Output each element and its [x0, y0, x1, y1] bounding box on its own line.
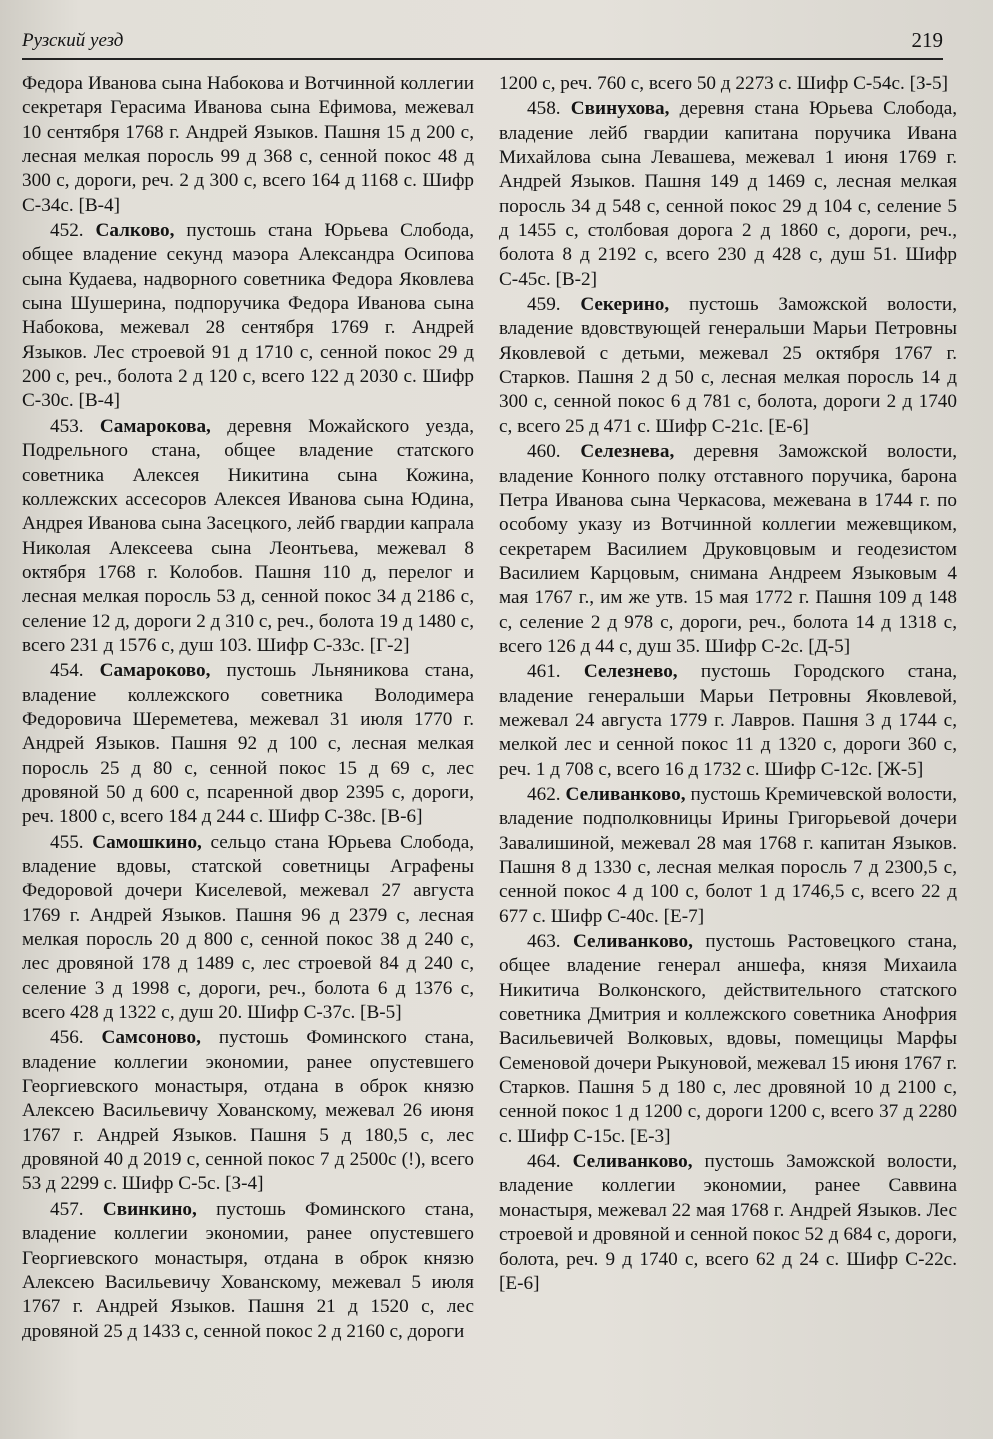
gazetteer-entry: [22, 1198, 474, 1344]
gazetteer-entry: [22, 659, 474, 829]
place-name: Секерино,: [580, 294, 670, 316]
page-number: 219: [911, 28, 943, 52]
entry-text: пустошь Заможской волости, владение коллегии экономии, ранее Саввина монастыря, межевал 22 мая 1768 г. Андрей Языков. Лес строевой и дровяной и сенной покос 52 д 684 с, дороги, болота, реч. 9 д 1740 с, всего 62 д 24 с. Шифр С-22с. [Е-6]: [499, 1151, 958, 1294]
place-name: Селиванково,: [572, 1151, 693, 1173]
entry-text: пустошь Фоминского стана, владение коллегии экономии, ранее опустевшего Георгиевского монастыря, отдана в оброк князю Алексею Васильевичу Хованскому, межевал 5 июля 1767 г. Андрей Языков. Пашня 21 д 1520 с, лес дровяной 25 д 1433 с, сенной покос 2 д 2160 с, дороги: [22, 1198, 475, 1342]
entry-number: 464.: [527, 1151, 561, 1173]
entry-continuation: [499, 72, 957, 96]
entry-text: пустошь Фоминского стана, владение коллегии экономии, ранее опустевшего Георгиевского монастыря, отдана в оброк князю Алексею Васильевичу Хованскому, межевал 26 июня 1767 г. Андрей Языков. Пашня 5 д 180,5 с, лес дровяной 40 д 2019 с, сенной покос 7 д 2500с (!), всего 53 д 2299 с. Шифр С-5с. [З-4]: [22, 1027, 475, 1195]
entry-continuation: [22, 72, 474, 218]
entry-number: 460.: [527, 441, 561, 463]
gazetteer-entry: [499, 293, 957, 439]
entry-text: сельцо стана Юрьева Слобода, владение вдовы, статской советницы Аграфены Федоровой дочери Киселевой, межевал 27 августа 1769 г. Андрей Языков. Пашня 96 д 2379 с, лесная мелкая поросль 20 д 800 с, сенной покос 38 д 240 с, лес дровяной 178 д 1489 с, лес строевой 84 д 240 с, селение 3 д 1998 с, дороги, реч., болота 6 д 1376 с, всего 428 д 1322 с, душ 20. Шифр С-37с. [В-5]: [22, 831, 475, 1024]
running-head: [22, 26, 943, 60]
place-name: Салково,: [95, 220, 175, 242]
place-name: Селезнева,: [580, 441, 675, 463]
entry-text: деревня стана Юрьева Слобода, владение лейб гвардии капитана поручика Ивана Михайлова сына Левашева, межевал 1 июня 1769 г. Андрей Языков. Пашня 149 д 1469 с, лесная мелкая поросль 34 д 548 с, сенной покос 29 д 104 с, селение 5 д 1455 с, столбовая дорога 2 д 1860 с, дороги, реч., болота 8 д 2192 с, всего 230 д 428 с, душ 51. Шифр С-45с. [В-2]: [499, 98, 958, 290]
gazetteer-entry: [22, 831, 474, 1026]
entry-number: 458.: [527, 98, 561, 120]
entry-number: 456.: [50, 1027, 84, 1049]
gazetteer-entry: [499, 783, 957, 929]
place-name: Свинухова,: [570, 98, 670, 120]
entry-number: 459.: [527, 294, 561, 316]
entry-text: пустошь Кремичевской волости, владение подполковницы Ирины Григорьевой дочери Завалишиной, межевал 28 мая 1768 г. капитан Языков. Пашня 8 д 1330 с, лесная мелкая поросль 7 д 2300,5 с, сенной покос 4 д 100 с, болот 1 д 1746,5 с, всего 22 д 677 с. Шифр С-40с. [Е-7]: [499, 783, 958, 927]
place-name: Самошкино,: [92, 831, 202, 853]
place-name: Самсоново,: [101, 1027, 201, 1049]
text-columns: [22, 72, 957, 1345]
place-name: Самарокова,: [99, 415, 211, 437]
entry-number: 453.: [50, 415, 84, 437]
left-column: [22, 72, 474, 1345]
entry-text: пустошь стана Юрьева Слобода, общее владение секунд маэора Александра Осипова сына Кудаева, надворного советника Федора Яковлева сына Шушерина, подпоручика Федора Иванова сына Набокова, межевал 28 сентября 1769 г. Андрей Языков. Лес строевой 91 д 1710 с, сенной покос 29 д 200 с, реч., болота 2 д 120 с, всего 122 д 2030 с. Шифр С-30с. [В-4]: [22, 220, 475, 412]
place-name: Селиванково,: [572, 931, 693, 953]
place-name: Селиванково,: [565, 783, 686, 805]
entry-number: 452.: [50, 220, 84, 242]
entry-number: 461.: [527, 661, 561, 683]
place-name: Самароково,: [99, 660, 211, 682]
entry-text: Федора Ивановa сына Набокова и Вотчинной коллегии секретаря Герасима Иванова сына Ефимова, межевал 10 сентября 1768 г. Андрей Языков. Пашня 15 д 200 с, лесная мелкая поросль 99 д 368 с, сенной покос 48 д 300 с, дороги, реч. 2 д 300 с, всего 164 д 1168 с. Шифр С-34с. [В-4]: [22, 73, 474, 216]
section-title: Рузский уезд: [22, 30, 124, 51]
entry-text: пустошь Растовецкого стана, общее владение генерал аншефа, князя Михаила Никитича Волконского, действительного статского советника Дмитрия и коллежского советника Анофрия Васильевичей Волковых, вдовы, помещицы Марфы Семеновой дочери Рыкуновой, межевал 15 июня 1767 г. Старков. Пашня 5 д 180 с, лес дровяной 10 д 2100 с, сенной покос 1 д 1200 с, дороги 1200 с, всего 37 д 2280 с. Шифр С-15с. [Е-3]: [499, 931, 958, 1147]
right-column: [499, 72, 957, 1345]
entry-text: пустошь Заможской волости, владение вдовствующей генеральши Марьи Петровны Яковлевой с детьми, межевал 25 октября 1767 г. Старков. Пашня 2 д 50 с, лесная мелкая поросль 14 д 300 с, сенной покос 6 д 781 с, болота, дороги 2 д 1740 с, всего 25 д 471 с. Шифр С-21с. [Е-6]: [499, 294, 957, 437]
entry-text: деревня Можайского уезда, Подрельного стана, общее владение статского советника Алексея Никитина сына Кожина, коллежских ассесоров Алексея Иванова сына Юдина, Андрея Иванова сына Засецкого, лейб гвардии капрала Николая Алексеева сына Леонтьева, межевал 8 октября 1768 г. Колобов. Пашня 110 д, перелог и лесная мелкая поросль 53 д, сенной покос 34 д 2186 с, селение 12 д, дороги 2 д 310 с, реч., болота 19 д 1480 с, всего 231 д 1576 с, душ 103. Шифр С-33с. [Г-2]: [22, 415, 474, 656]
gazetteer-entry: [499, 97, 957, 292]
entry-text: пустошь Льняникова стана, владение коллежского советника Володимера Федоровича Шереметева, межевал 31 июля 1770 г. Андрей Языков. Пашня 92 д 100 с, лесная мелкая поросль 25 д 80 с, сенной покос 15 д 69 с, лес дровяной 50 д 600 с, псаренной двор 2395 с, дороги, реч. 1800 с, всего 184 д 244 с. Шифр С-38с. [В-6]: [22, 660, 475, 828]
gazetteer-entry: [499, 440, 957, 659]
gazetteer-entry: [22, 415, 474, 658]
entry-text: 1200 с, реч. 760 с, всего 50 д 2273 с. Шифр С-54с. [З-5]: [499, 73, 948, 94]
gazetteer-entry: [499, 660, 957, 782]
entry-number: 457.: [50, 1198, 84, 1220]
entry-number: 454.: [50, 660, 84, 682]
entry-text: пустошь Городского стана, владение генеральши Марьи Петровны Яковлевой, межевал 24 августа 1779 г. Лавров. Пашня 3 д 1744 с, мелкой лес и сенной покос 11 д 1320 с, дороги 360 с, реч. 1 д 708 с, всего 16 д 1732 с. Шифр С-12с. [Ж-5]: [499, 661, 958, 780]
gazetteer-entry: [499, 930, 957, 1149]
gazetteer-entry: [499, 1150, 957, 1296]
gazetteer-entry: [22, 1026, 474, 1196]
place-name: Свинкино,: [102, 1198, 197, 1220]
place-name: Селезнево,: [583, 661, 678, 683]
entry-number: 455.: [50, 831, 84, 853]
entry-number: 463.: [527, 931, 561, 953]
entry-number: 462.: [527, 783, 561, 805]
gazetteer-entry: [22, 219, 474, 414]
entry-text: деревня Заможской волости, владение Конного полку отставного поручика, барона Петра Иванова сына Черкасова, межевана в 1744 г. по особому указу из Вотчинной коллегии межевщиком, секретарем Василием Друковцовым и геодезистом Василием Карцовым, снимана Андреем Языковым 4 мая 1767 г., им же утв. 15 мая 1772 г. Пашня 109 д 148 с, селение 2 д 978 с, дороги, реч., болота 14 д 1318 с, всего 126 д 44 с, душ 35. Шифр С-2с. [Д-5]: [499, 441, 958, 657]
